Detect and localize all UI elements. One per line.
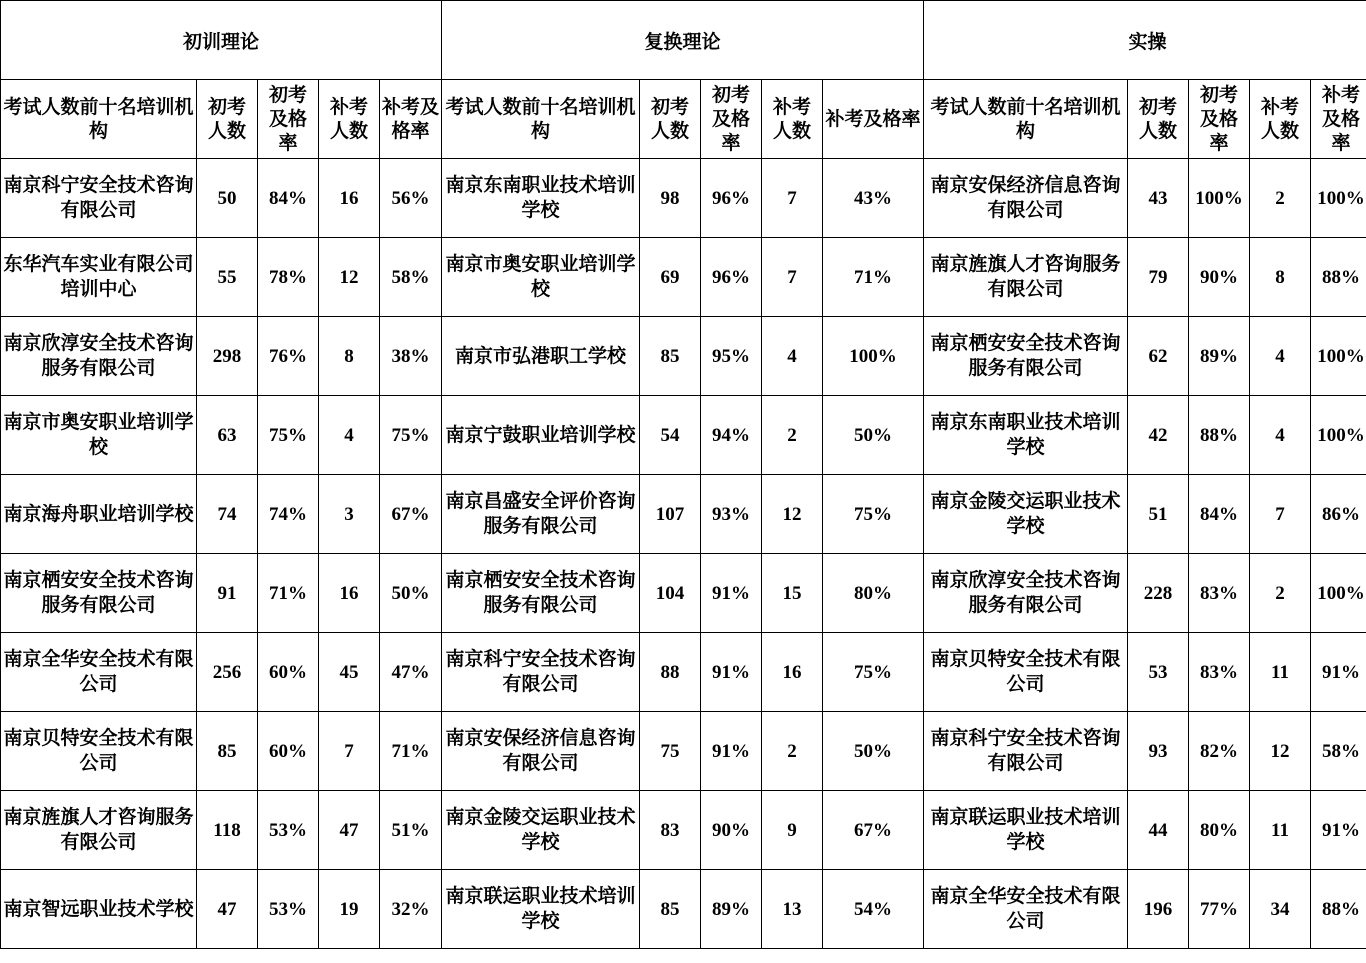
org-name-cell: 南京贝特安全技术有限公司 [924, 633, 1128, 712]
column-header-first-exam-pass-rate: 初考及格率 [701, 80, 762, 159]
column-header-retake-pass-rate: 补考及格率 [380, 80, 442, 159]
org-name-cell: 南京欣淳安全技术咨询服务有限公司 [924, 554, 1128, 633]
retake-pass-rate-cell: 51% [380, 791, 442, 870]
first-exam-pass-rate-cell: 76% [258, 317, 319, 396]
table-row [1, 791, 1366, 870]
column-header-first-exam-count: 初考人数 [1128, 80, 1189, 159]
first-exam-pass-rate-cell: 80% [1189, 791, 1250, 870]
first-exam-count-cell: 75 [640, 712, 701, 791]
org-name-cell: 南京科宁安全技术咨询有限公司 [924, 712, 1128, 791]
column-header-org-name: 考试人数前十名培训机构 [442, 80, 640, 159]
first-exam-pass-rate-cell: 83% [1189, 633, 1250, 712]
retake-count-cell: 9 [762, 791, 823, 870]
column-header-retake-count: 补考人数 [762, 80, 823, 159]
first-exam-count-cell: 43 [1128, 159, 1189, 238]
section-header-row [1, 1, 1366, 80]
retake-pass-rate-cell: 50% [380, 554, 442, 633]
retake-count-cell: 7 [762, 238, 823, 317]
retake-count-cell: 4 [1250, 396, 1311, 475]
first-exam-count-cell: 85 [197, 712, 258, 791]
first-exam-pass-rate-cell: 77% [1189, 870, 1250, 949]
org-name-cell: 南京海舟职业培训学校 [1, 475, 197, 554]
first-exam-pass-rate-cell: 74% [258, 475, 319, 554]
first-exam-count-cell: 256 [197, 633, 258, 712]
retake-count-cell: 4 [1250, 317, 1311, 396]
org-name-cell: 南京栖安安全技术咨询服务有限公司 [442, 554, 640, 633]
retake-count-cell: 8 [1250, 238, 1311, 317]
retake-count-cell: 4 [762, 317, 823, 396]
first-exam-pass-rate-cell: 88% [1189, 396, 1250, 475]
first-exam-pass-rate-cell: 78% [258, 238, 319, 317]
first-exam-count-cell: 91 [197, 554, 258, 633]
retake-count-cell: 13 [762, 870, 823, 949]
retake-pass-rate-cell: 100% [1311, 554, 1366, 633]
first-exam-pass-rate-cell: 60% [258, 633, 319, 712]
first-exam-count-cell: 51 [1128, 475, 1189, 554]
table-row [1, 159, 1366, 238]
retake-pass-rate-cell: 75% [380, 396, 442, 475]
org-name-cell: 南京欣淳安全技术咨询服务有限公司 [1, 317, 197, 396]
retake-count-cell: 4 [319, 396, 380, 475]
first-exam-pass-rate-cell: 89% [701, 870, 762, 949]
org-name-cell: 南京栖安安全技术咨询服务有限公司 [924, 317, 1128, 396]
first-exam-pass-rate-cell: 71% [258, 554, 319, 633]
first-exam-pass-rate-cell: 100% [1189, 159, 1250, 238]
first-exam-count-cell: 85 [640, 317, 701, 396]
column-header-retake-pass-rate: 补考及格率 [823, 80, 924, 159]
retake-pass-rate-cell: 100% [1311, 159, 1366, 238]
retake-count-cell: 15 [762, 554, 823, 633]
first-exam-pass-rate-cell: 60% [258, 712, 319, 791]
first-exam-count-cell: 47 [197, 870, 258, 949]
retake-count-cell: 2 [1250, 554, 1311, 633]
first-exam-count-cell: 83 [640, 791, 701, 870]
column-header-retake-pass-rate: 补考及格率 [1311, 80, 1366, 159]
retake-pass-rate-cell: 91% [1311, 791, 1366, 870]
retake-count-cell: 8 [319, 317, 380, 396]
org-name-cell: 南京金陵交运职业技术学校 [924, 475, 1128, 554]
retake-count-cell: 7 [319, 712, 380, 791]
org-name-cell: 南京市弘港职工学校 [442, 317, 640, 396]
org-name-cell: 南京科宁安全技术咨询有限公司 [1, 159, 197, 238]
retake-count-cell: 12 [762, 475, 823, 554]
org-name-cell: 南京金陵交运职业技术学校 [442, 791, 640, 870]
org-name-cell: 南京旌旗人才咨询服务有限公司 [1, 791, 197, 870]
column-header-org-name: 考试人数前十名培训机构 [924, 80, 1128, 159]
org-name-cell: 南京东南职业技术培训学校 [442, 159, 640, 238]
first-exam-count-cell: 55 [197, 238, 258, 317]
retake-pass-rate-cell: 43% [823, 159, 924, 238]
first-exam-pass-rate-cell: 91% [701, 554, 762, 633]
table-row [1, 475, 1366, 554]
first-exam-count-cell: 69 [640, 238, 701, 317]
org-name-cell: 南京栖安安全技术咨询服务有限公司 [1, 554, 197, 633]
retake-count-cell: 3 [319, 475, 380, 554]
first-exam-count-cell: 228 [1128, 554, 1189, 633]
table-row [1, 317, 1366, 396]
retake-pass-rate-cell: 47% [380, 633, 442, 712]
column-header-first-exam-pass-rate: 初考及格率 [258, 80, 319, 159]
retake-pass-rate-cell: 54% [823, 870, 924, 949]
org-name-cell: 南京安保经济信息咨询有限公司 [442, 712, 640, 791]
retake-count-cell: 16 [319, 159, 380, 238]
org-name-cell: 南京联运职业技术培训学校 [442, 870, 640, 949]
first-exam-pass-rate-cell: 75% [258, 396, 319, 475]
first-exam-pass-rate-cell: 91% [701, 712, 762, 791]
retake-count-cell: 34 [1250, 870, 1311, 949]
org-name-cell: 南京旌旗人才咨询服务有限公司 [924, 238, 1128, 317]
retake-count-cell: 12 [1250, 712, 1311, 791]
first-exam-pass-rate-cell: 84% [258, 159, 319, 238]
retake-pass-rate-cell: 67% [380, 475, 442, 554]
retake-count-cell: 16 [762, 633, 823, 712]
retake-pass-rate-cell: 75% [823, 633, 924, 712]
retake-count-cell: 19 [319, 870, 380, 949]
retake-pass-rate-cell: 32% [380, 870, 442, 949]
first-exam-pass-rate-cell: 90% [1189, 238, 1250, 317]
org-name-cell: 南京东南职业技术培训学校 [924, 396, 1128, 475]
column-header-org-name: 考试人数前十名培训机构 [1, 80, 197, 159]
table-body [1, 1, 1366, 949]
retake-pass-rate-cell: 71% [380, 712, 442, 791]
table-row [1, 870, 1366, 949]
section-title-initial-theory: 初训理论 [1, 1, 442, 80]
retake-count-cell: 2 [1250, 159, 1311, 238]
retake-pass-rate-cell: 80% [823, 554, 924, 633]
org-name-cell: 南京全华安全技术有限公司 [1, 633, 197, 712]
table-row [1, 238, 1366, 317]
first-exam-count-cell: 104 [640, 554, 701, 633]
column-header-first-exam-count: 初考人数 [640, 80, 701, 159]
first-exam-count-cell: 74 [197, 475, 258, 554]
first-exam-count-cell: 88 [640, 633, 701, 712]
first-exam-pass-rate-cell: 53% [258, 870, 319, 949]
first-exam-count-cell: 42 [1128, 396, 1189, 475]
retake-pass-rate-cell: 75% [823, 475, 924, 554]
column-header-first-exam-count: 初考人数 [197, 80, 258, 159]
retake-count-cell: 11 [1250, 791, 1311, 870]
retake-pass-rate-cell: 100% [1311, 396, 1366, 475]
column-header-row [1, 80, 1366, 159]
retake-count-cell: 47 [319, 791, 380, 870]
first-exam-count-cell: 93 [1128, 712, 1189, 791]
org-name-cell: 南京昌盛安全评价咨询服务有限公司 [442, 475, 640, 554]
retake-count-cell: 12 [319, 238, 380, 317]
table-row [1, 712, 1366, 791]
first-exam-count-cell: 62 [1128, 317, 1189, 396]
first-exam-count-cell: 79 [1128, 238, 1189, 317]
retake-pass-rate-cell: 58% [380, 238, 442, 317]
first-exam-count-cell: 118 [197, 791, 258, 870]
retake-count-cell: 7 [762, 159, 823, 238]
column-header-first-exam-pass-rate: 初考及格率 [1189, 80, 1250, 159]
retake-count-cell: 11 [1250, 633, 1311, 712]
first-exam-pass-rate-cell: 93% [701, 475, 762, 554]
retake-pass-rate-cell: 71% [823, 238, 924, 317]
first-exam-count-cell: 107 [640, 475, 701, 554]
retake-count-cell: 45 [319, 633, 380, 712]
section-title-practical: 实操 [924, 1, 1366, 80]
first-exam-count-cell: 85 [640, 870, 701, 949]
retake-pass-rate-cell: 91% [1311, 633, 1366, 712]
retake-count-cell: 2 [762, 396, 823, 475]
first-exam-pass-rate-cell: 82% [1189, 712, 1250, 791]
org-name-cell: 南京安保经济信息咨询有限公司 [924, 159, 1128, 238]
first-exam-pass-rate-cell: 89% [1189, 317, 1250, 396]
retake-pass-rate-cell: 86% [1311, 475, 1366, 554]
retake-pass-rate-cell: 38% [380, 317, 442, 396]
org-name-cell: 南京科宁安全技术咨询有限公司 [442, 633, 640, 712]
first-exam-pass-rate-cell: 96% [701, 159, 762, 238]
retake-count-cell: 7 [1250, 475, 1311, 554]
section-title-renewal-theory: 复换理论 [442, 1, 924, 80]
org-name-cell: 东华汽车实业有限公司培训中心 [1, 238, 197, 317]
org-name-cell: 南京联运职业技术培训学校 [924, 791, 1128, 870]
first-exam-count-cell: 44 [1128, 791, 1189, 870]
retake-pass-rate-cell: 58% [1311, 712, 1366, 791]
first-exam-count-cell: 63 [197, 396, 258, 475]
first-exam-count-cell: 50 [197, 159, 258, 238]
org-name-cell: 南京全华安全技术有限公司 [924, 870, 1128, 949]
column-header-retake-count: 补考人数 [1250, 80, 1311, 159]
first-exam-pass-rate-cell: 96% [701, 238, 762, 317]
first-exam-pass-rate-cell: 83% [1189, 554, 1250, 633]
org-name-cell: 南京贝特安全技术有限公司 [1, 712, 197, 791]
retake-pass-rate-cell: 88% [1311, 870, 1366, 949]
column-header-retake-count: 补考人数 [319, 80, 380, 159]
first-exam-count-cell: 98 [640, 159, 701, 238]
first-exam-pass-rate-cell: 53% [258, 791, 319, 870]
table-row [1, 633, 1366, 712]
retake-pass-rate-cell: 100% [823, 317, 924, 396]
first-exam-count-cell: 54 [640, 396, 701, 475]
org-name-cell: 南京市奥安职业培训学校 [1, 396, 197, 475]
retake-pass-rate-cell: 56% [380, 159, 442, 238]
first-exam-count-cell: 298 [197, 317, 258, 396]
org-name-cell: 南京智远职业技术学校 [1, 870, 197, 949]
first-exam-pass-rate-cell: 91% [701, 633, 762, 712]
first-exam-pass-rate-cell: 95% [701, 317, 762, 396]
first-exam-pass-rate-cell: 94% [701, 396, 762, 475]
org-name-cell: 南京市奥安职业培训学校 [442, 238, 640, 317]
first-exam-pass-rate-cell: 90% [701, 791, 762, 870]
table-row [1, 554, 1366, 633]
retake-pass-rate-cell: 100% [1311, 317, 1366, 396]
retake-count-cell: 2 [762, 712, 823, 791]
retake-pass-rate-cell: 67% [823, 791, 924, 870]
retake-pass-rate-cell: 50% [823, 396, 924, 475]
retake-count-cell: 16 [319, 554, 380, 633]
first-exam-count-cell: 196 [1128, 870, 1189, 949]
org-name-cell: 南京宁鼓职业培训学校 [442, 396, 640, 475]
first-exam-pass-rate-cell: 84% [1189, 475, 1250, 554]
first-exam-count-cell: 53 [1128, 633, 1189, 712]
table-row [1, 396, 1366, 475]
retake-pass-rate-cell: 50% [823, 712, 924, 791]
retake-pass-rate-cell: 88% [1311, 238, 1366, 317]
